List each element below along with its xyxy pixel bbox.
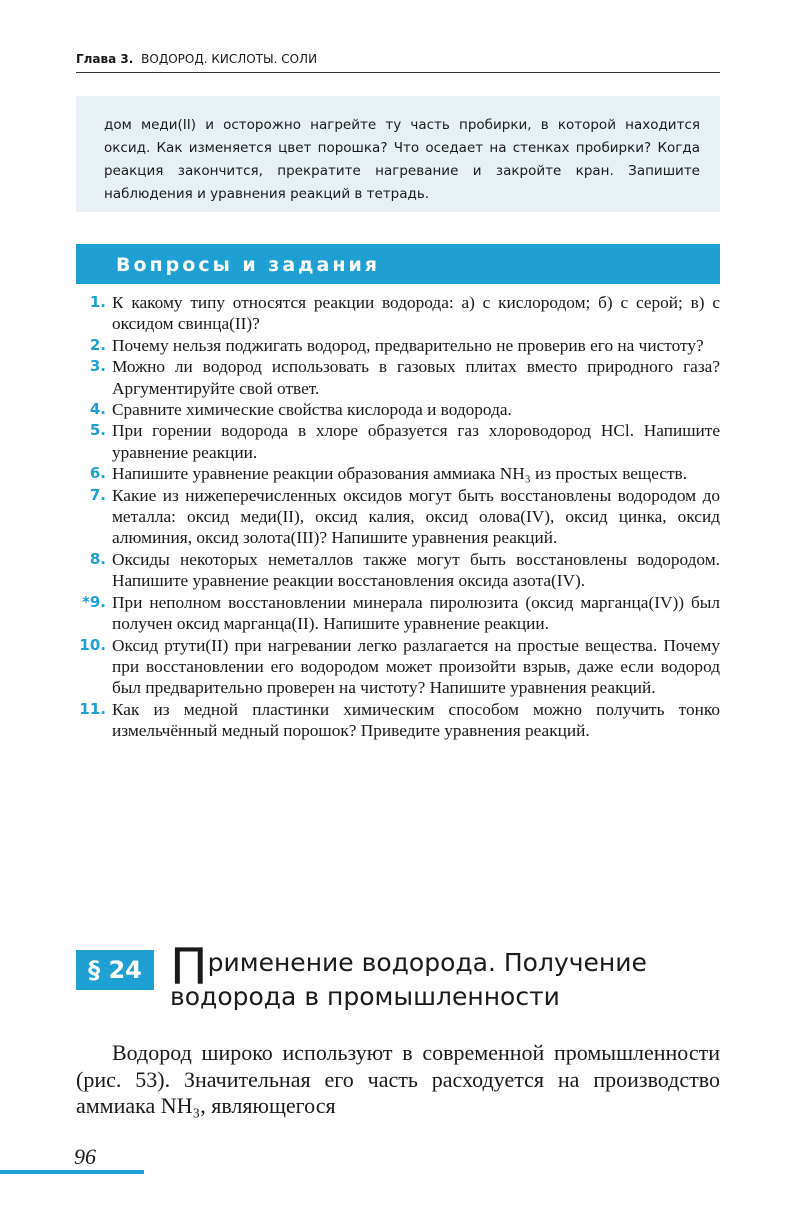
title-text: рименение водорода. Получение водорода в промышленности [170, 948, 647, 1011]
paragraph-title [170, 938, 730, 1014]
question-number: 5. [89, 421, 106, 440]
question-number: 6. [89, 464, 106, 483]
question-text: Почему нельзя поджигать водород, предварительно не проверив его на чистоту? [112, 335, 704, 355]
question-item [76, 420, 720, 463]
question-text: Оксид ртути(II) при нагревании легко разлагается на простые вещества. Почему при восстановлении его водородом может произойти взрыв, даже если водород был предварительно проверен на чистоту? Напишите уравнения реакций. [112, 635, 720, 698]
questions-title-text: Вопросы и задания [116, 254, 380, 276]
page-number: 96 [74, 1144, 96, 1169]
question-item [76, 635, 720, 699]
questions-list [76, 292, 720, 742]
title-initial-letter: П [170, 938, 208, 996]
question-text: Напишите уравнение реакции образования аммиака NH₃ из простых веществ. [112, 464, 688, 484]
question-text: Оксиды некоторых неметаллов также могут быть восстановлены водородом. Напишите уравнение реакции восстановления оксида азота(IV). [112, 549, 720, 591]
question-item [76, 485, 720, 549]
experiment-text: дом меди(II) и осторожно нагрейте ту часть пробирки, в которой находится оксид. Как изменяется цвет порошка? Что оседает на стенках пробирки? Когда реакция закончится, прекратите нагревание и закройте кран. Запишите наблюдения и уравнения реакций в тетрадь. [104, 117, 700, 202]
question-text: При горении водорода в хлоре образуется газ хлороводород HCl. Напишите уравнение реакции. [112, 421, 720, 462]
question-number: 1. [89, 293, 106, 311]
question-text: Сравните химические свойства кислорода и водорода. [112, 400, 512, 420]
question-text: Можно ли водород использовать в газовых плитах вместо природного газа? Аргументируйте свой ответ. [112, 357, 720, 398]
body-text: Водород широко используют в современной промышленности (рис. 53). Значительная его часть расходуется на производство аммиака NH₃, являющегося [76, 1040, 720, 1118]
question-item [76, 399, 720, 420]
running-header [76, 50, 720, 73]
question-number: *9. [82, 592, 106, 611]
question-number: 4. [89, 400, 106, 419]
question-item [76, 549, 720, 592]
question-item [76, 335, 720, 356]
questions-section-title [76, 244, 720, 284]
question-number: 3. [89, 357, 106, 376]
chapter-label: Глава 3. [76, 52, 134, 66]
question-number: 2. [89, 335, 106, 354]
question-number: 8. [89, 549, 106, 568]
question-number: 11. [79, 699, 106, 718]
chapter-title: ВОДОРОД. КИСЛОТЫ. СОЛИ [141, 52, 318, 66]
question-number: 7. [89, 485, 106, 504]
question-number: 10. [79, 635, 106, 654]
question-item [76, 292, 720, 335]
question-text: К какому типу относятся реакции водорода: а) с кислородом; б) с серой; в) с оксидом свинца(II)? [112, 293, 720, 334]
experiment-box [76, 96, 720, 212]
page-footer-bar [0, 1170, 144, 1174]
question-item [76, 463, 720, 484]
paragraph-number-badge [76, 950, 154, 990]
question-item [76, 592, 720, 635]
question-text: Как из медной пластинки химическим способом можно получить тонко измельчённый медный порошок? Приведите уравнения реакций. [112, 699, 720, 741]
body-paragraph [76, 1040, 720, 1120]
question-text: Какие из нижеперечисленных оксидов могут быть восстановлены водородом до металла: оксид меди(II), оксид калия, оксид олова(IV), оксид цинка, оксид алюминия, оксид золота(III)? Напишите уравнения реакций. [112, 485, 720, 548]
question-item [76, 356, 720, 399]
question-text: При неполном восстановлении минерала пиролюзита (оксид марганца(IV)) был получен оксид марганца(II). Напишите уравнение реакции. [112, 592, 720, 634]
paragraph-number: § 24 [88, 956, 142, 984]
question-item [76, 699, 720, 742]
